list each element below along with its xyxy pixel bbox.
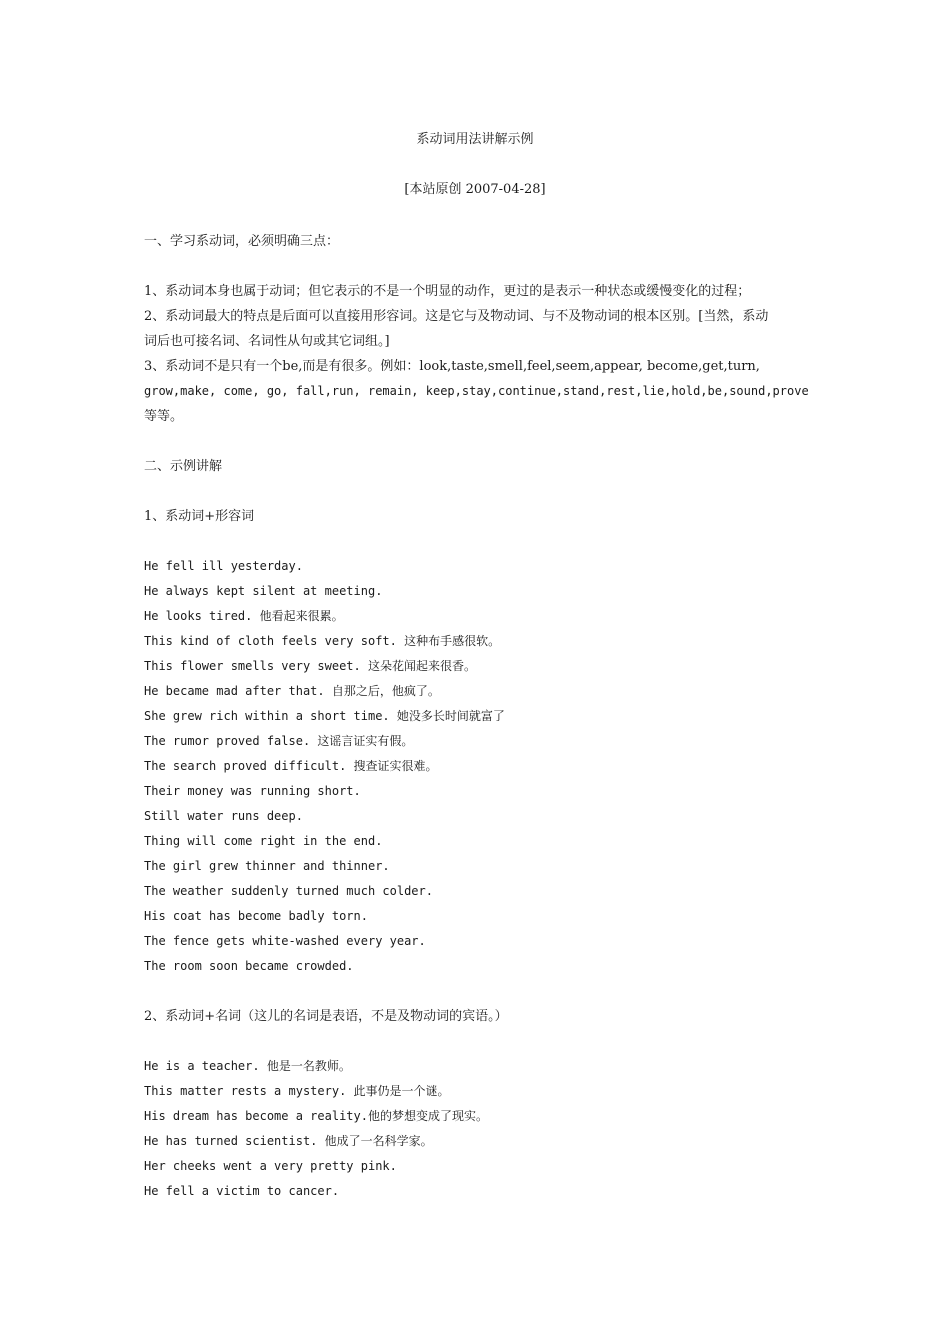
section-heading: 一、学习系动词，必须明确三点： [144,234,340,249]
example-line: This matter rests a mystery. 此事仍是一个谜。 [144,1084,450,1098]
example-line: The girl grew thinner and thinner. [144,859,390,873]
example-line: He looks tired. 他看起来很累。 [144,609,344,623]
example-line: This flower smells very sweet. 这朵花闻起来很香。 [144,659,476,673]
point-line: 词后也可接名词、名词性从句或其它词组。] [144,334,390,349]
example-line: Her cheeks went a very pretty pink. [144,1159,397,1173]
subsection-heading: 2、系动词+名词（这儿的名词是表语，不是及物动词的宾语。） [144,1009,508,1024]
example-line: His coat has become badly torn. [144,909,368,923]
point-line: 3、系动词不是只有一个be,而是有很多。例如：look,taste,smell,feel,seem,appear, become,get,turn, [144,359,760,374]
point-line: 1、系动词本身也属于动词；但它表示的不是一个明显的动作，更过的是表示一种状态或缓慢变化的过程； [144,284,751,299]
subsection-heading: 1、系动词+形容词 [144,509,255,524]
example-line: The room soon became crowded. [144,959,354,973]
example-line: He has turned scientist. 他成了一名科学家。 [144,1134,433,1148]
point-line: 2、系动词最大的特点是后面可以直接用形容词。这是它与及物动词、与不及物动词的根本区别。[当然，系动 [144,309,769,324]
example-line: She grew rich within a short time. 她没多长时间就富了 [144,709,505,723]
example-line: Still water runs deep. [144,809,303,823]
example-line: The rumor proved false. 这谣言证实有假。 [144,734,414,748]
example-line: He fell a victim to cancer. [144,1184,340,1198]
point-line: 等等。 [144,409,184,424]
example-line: He became mad after that. 自那之后，他疯了。 [144,684,440,698]
page-subtitle: [本站原创 2007-04-28] [404,182,546,197]
example-line: The fence gets white-washed every year. [144,934,426,948]
example-line: He fell ill yesterday. [144,559,303,573]
example-line: The weather suddenly turned much colder. [144,884,433,898]
example-line: He always kept silent at meeting. [144,584,383,598]
document-body [144,229,814,1204]
page-title: 系动词用法讲解示例 [416,132,534,147]
example-line: Thing will come right in the end. [144,834,383,848]
example-line: This kind of cloth feels very soft. 这种布手感很软。 [144,634,501,648]
example-line: He is a teacher. 他是一名教师。 [144,1059,351,1073]
section-heading: 二、示例讲解 [144,459,223,474]
point-line: grow,make, come, go, fall,run, remain, keep,stay,continue,stand,rest,lie,hold,be,sound,prove [144,384,809,398]
example-line: The search proved difficult. 搜查证实很难。 [144,759,438,773]
example-line: Their money was running short. [144,784,361,798]
example-line: His dream has become a reality.他的梦想变成了现实。 [144,1109,488,1123]
